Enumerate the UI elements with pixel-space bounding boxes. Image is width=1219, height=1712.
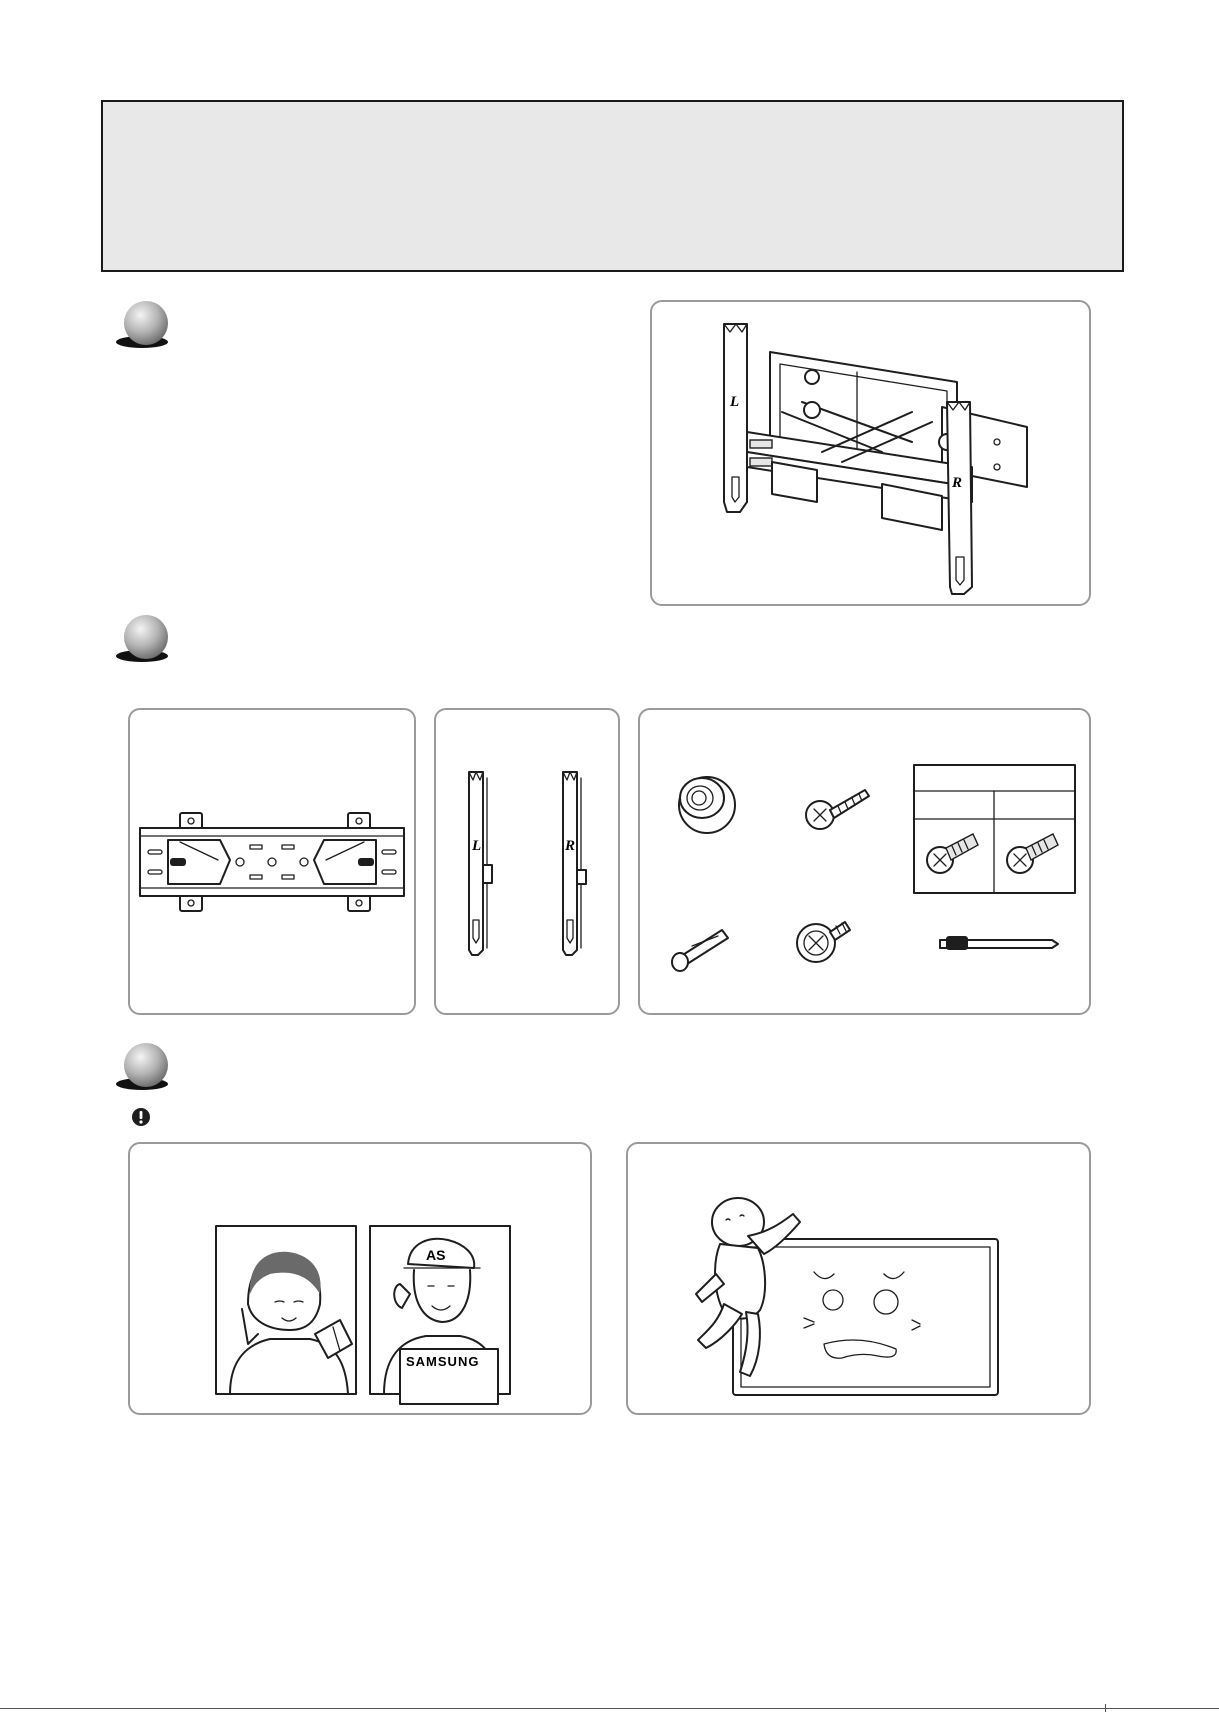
page-bottom-rule xyxy=(0,1708,1219,1709)
child-climbing-tv-illustration xyxy=(628,1144,1089,1413)
service-shirt-logo: SAMSUNG xyxy=(406,1354,480,1369)
left-arm-label: L xyxy=(472,838,482,854)
wall-plate-panel xyxy=(128,708,416,1015)
hardware-illustration xyxy=(640,710,1089,1013)
section-bullet-3-icon xyxy=(112,1040,176,1094)
service-cap-logo: AS xyxy=(426,1247,446,1263)
guidance-illustration xyxy=(130,1144,590,1413)
caution-icon xyxy=(131,1107,151,1127)
arms-panel xyxy=(434,708,620,1015)
right-arm-label: R xyxy=(565,838,576,854)
installation-guidance-panel xyxy=(128,1142,592,1415)
wall-plate-illustration xyxy=(130,710,414,1013)
arms-illustration xyxy=(436,710,618,1013)
safety-warning-panel xyxy=(626,1142,1091,1415)
right-arm-mark: R xyxy=(952,475,963,491)
left-arm-mark: L xyxy=(730,394,740,410)
page-bottom-tick xyxy=(1105,1704,1106,1712)
header-box xyxy=(101,100,1124,272)
assembled-bracket-panel xyxy=(650,300,1091,606)
section-bullet-1-icon xyxy=(112,298,176,352)
hardware-panel xyxy=(638,708,1091,1015)
assembled-bracket-illustration xyxy=(652,302,1089,604)
section-bullet-2-icon xyxy=(112,612,176,666)
